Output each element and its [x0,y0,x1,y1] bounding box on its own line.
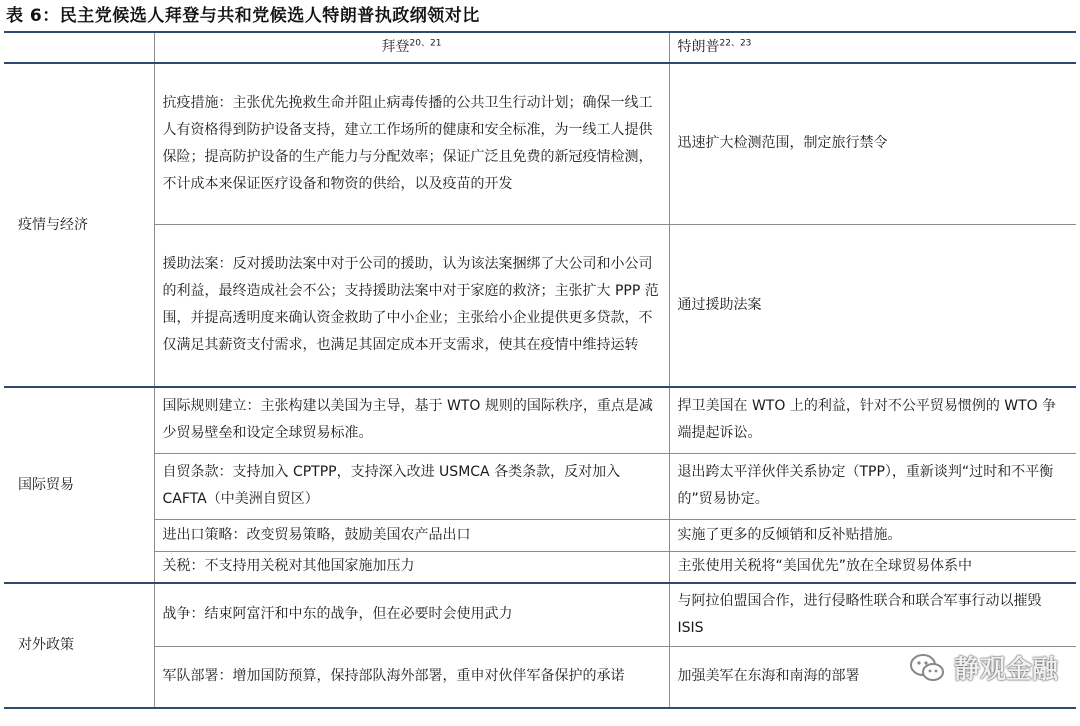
comparison-table [4,31,1076,709]
category-cell-international-trade: 国际贸易 [4,387,154,583]
table-row [4,583,1076,646]
header-biden-footnote: 20、21 [409,38,442,49]
wechat-icon [908,653,946,683]
biden-cell: 国际规则建立：主张构建以美国为主导，基于 WTO 规则的国际秩序，重点是减少贸易壁垒和设定全球贸易标准。 [154,387,669,453]
table-row [4,387,1076,453]
table-title: 表 6：民主党候选人拜登与共和党候选人特朗普执政纲领对比 [6,6,480,26]
trump-cell: 实施了更多的反倾销和反补贴措施。 [669,519,1076,551]
category-cell-epidemic-economy: 疫情与经济 [4,63,154,387]
trump-cell: 与阿拉伯盟国合作，进行侵略性联合和联合军事行动以摧毁 ISIS [669,583,1076,646]
header-trump-label: 特朗普 [677,39,720,55]
header-trump-footnote: 22、23 [719,38,752,49]
trump-cell: 通过援助法案 [669,224,1076,387]
watermark [908,649,1058,686]
category-cell-foreign-policy: 对外政策 [4,583,154,708]
biden-cell: 关税：不支持用关税对其他国家施加压力 [154,551,669,583]
table-row [4,224,1076,387]
trump-cell: 捍卫美国在 WTO 上的利益，针对不公平贸易惯例的 WTO 争端提起诉讼。 [669,387,1076,453]
biden-cell: 军队部署：增加国防预算，保持部队海外部署，重申对伙伴军备保护的承诺 [154,646,669,708]
trump-cell: 迅速扩大检测范围，制定旅行禁令 [669,63,1076,224]
table-row [4,519,1076,551]
trump-cell: 退出跨太平洋伙伴关系协定（TPP），重新谈判“过时和不平衡的”贸易协定。 [669,453,1076,519]
header-trump-cell [669,32,1076,63]
table-row [4,453,1076,519]
header-biden-label: 拜登 [381,39,410,55]
table-header-row [4,32,1076,63]
biden-cell: 抗疫措施：主张优先挽救生命并阻止病毒传播的公共卫生行动计划；确保一线工人有资格得到防护设备支持，建立工作场所的健康和安全标准，为一线工人提供保险；提高防护设备的生产能力与分配效率；保证广泛且免费的新冠疫情检测，不计成本来保证医疗设备和物资的供给，以及疫苗的开发 [154,63,669,224]
table-row [4,551,1076,583]
header-biden-cell [154,32,669,63]
trump-cell: 主张使用关税将“美国优先”放在全球贸易体系中 [669,551,1076,583]
biden-cell: 战争：结束阿富汗和中东的战争，但在必要时会使用武力 [154,583,669,646]
watermark-text: 静观金融 [953,655,1058,685]
header-category-cell [4,32,154,63]
biden-cell: 援助法案：反对援助法案中对于公司的援助，认为该法案捆绑了大公司和小公司的利益，最终造成社会不公；支持援助法案中对于家庭的救济；主张扩大 PPP 范围，并提高透明度来确认资金救助了中小企业；主张给小企业提供更多贷款，不仅满足其薪资支付需求，也满足其固定成本开支需求，使其在疫情中维持运转 [154,224,669,387]
trump-cell: 加强美军在东海和南海的部署 [669,646,1076,708]
biden-cell: 进出口策略：改变贸易策略，鼓励美国农产品出口 [154,519,669,551]
biden-cell: 自贸条款：支持加入 CPTPP，支持深入改进 USMCA 各类条款，反对加入 CAFTA（中美洲自贸区） [154,453,669,519]
table-row [4,63,1076,224]
